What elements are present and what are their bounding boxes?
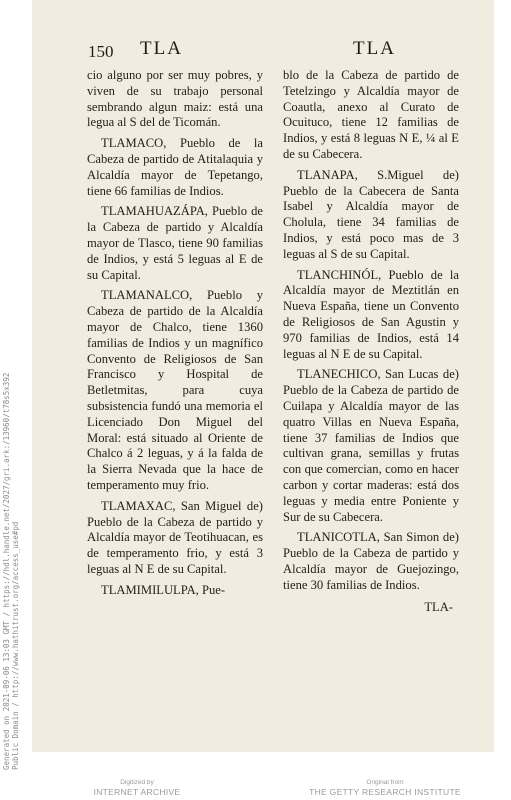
entry-tlamaco: TLAMACO, Pueblo de la Cabeza de partido de Atitalaquia y Alcaldía mayor de Tepetango, tiene 66 familias de Indios. [87, 136, 263, 198]
left-running-title: TLA [140, 38, 183, 59]
catchword: TLA- [424, 599, 453, 614]
getty-label: THE GETTY RESEARCH INSTITUTE [309, 787, 461, 797]
entry-tlanchinol: TLANCHINÓL, Pueblo de la Alcaldía mayor de Meztitlán en Nueva España, tiene un Convento de Religiosos de San Agustin y 970 familias de Indios, está 14 leguas al N E de su Capital. [283, 267, 459, 361]
rights-notice-line: Public Domain / http://www.hathitrust.org/access_use#pd [11, 521, 20, 770]
left-column [87, 68, 263, 599]
running-header [88, 38, 468, 68]
page-number: 150 [88, 42, 114, 61]
right-running-title: TLA [353, 38, 396, 59]
entry-tlamanalco: TLAMANALCO, Pueblo y Cabeza de partido de la Alcaldía mayor de Chalco, tiene 1360 familias de Indios y un magnífico Convento de Religiosos de San Francisco y Hospital de Betletmitas, para cuya subsistencia fundó una memoria el Licenciado Don Miguel del Moral: está situado al Oriente de Chalco á 2 leguas, y á la falda de la Sierra Nevada que la hace de temperamento muy frio. [87, 288, 263, 492]
generation-notice [2, 300, 32, 770]
generation-notice-line: Generated on 2021-09-06 13:03 GMT / https://hdl.handle.net/2027/gri.ark:/13960/t78s5x392 [2, 372, 11, 770]
entry-tlamaxac: TLAMAXAC, San Miguel de) Pueblo de la Cabeza de partido y Alcaldía mayor de Teotihuacan, es de temperamento frio, y está 3 leguas al N E de su Capital. [87, 498, 263, 576]
entry-tlamimilulpa: TLAMIMILULPA, Pue- [101, 582, 226, 597]
original-from-label: Original from [366, 779, 404, 786]
digitized-by-credit [62, 779, 212, 797]
digitized-by-label: Digitized by [120, 779, 154, 786]
entry-continuation: blo de la Cabeza de partido de Tetelzingo y Alcaldía mayor de Coautla, anexo al Curato de Ocuituco, tiene 12 familias de Indios, y está 8 leguas N E, ¼ al E de su Cabecera. [283, 68, 459, 161]
internet-archive-label: INTERNET ARCHIVE [93, 787, 181, 797]
right-column [283, 68, 459, 615]
entry-tlanapa: TLANAPA, S.Miguel de) Pueblo de la Cabecera de Santa Isabel y Alcaldía mayor de Cholula, tiene 34 familias de Indios, y está poco mas de 3 leguas al S de su Capital. [283, 167, 459, 261]
original-from-credit [300, 779, 470, 797]
entry-tlamahuazapa: TLAMAHUAZÁPA, Pueblo de la Cabeza de partido y Alcaldía mayor de Tlasco, tiene 90 familias de Indios, y está 5 leguas al E de su Capital. [87, 204, 263, 282]
entry-tlanicotla: TLANICOTLA, San Simon de) Pueblo de la Cabeza de partido y Alcaldía mayor de Guejozingo, tiene 30 familias de Indios. [283, 530, 459, 592]
entry-continuation: cio alguno por ser muy pobres, y viven de su trabajo personal sembrando algun maiz: está una legua al S del de Ticomán. [87, 68, 263, 130]
entry-tlanechico: TLANECHICO, San Lucas de) Pueblo de la Cabeza de partido de Cuilapa y Alcaldía mayor de las quatro Villas en Nueva España, tiene 37 familias de Indios que cultivan grana, semillas y frutas con que comercian, como en hacer carbon y cortar maderas: está dos leguas y media entre Poniente y Sur de su Cabecera. [283, 367, 459, 524]
